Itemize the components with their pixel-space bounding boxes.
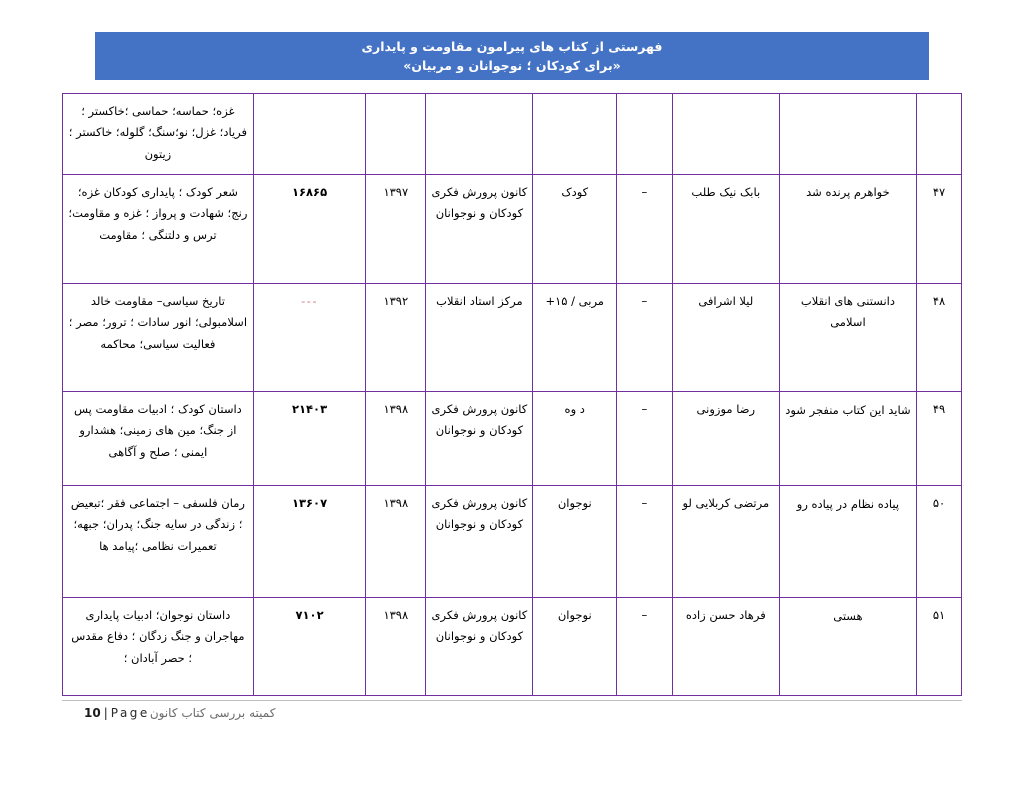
cell-year: ۱۳۹۸	[366, 392, 426, 486]
cell-book-title: خواهرم پرنده شد	[779, 175, 916, 284]
cell-code: ---	[253, 284, 366, 392]
table-row	[63, 598, 962, 696]
header-title-line-1: فهرستی از کتاب های پیرامون مقاومت و پایداری	[361, 38, 663, 54]
cell-book-title: هستی	[779, 598, 916, 696]
cell-book-title	[779, 94, 916, 175]
cell-publisher: کانون پرورش فکری کودکان و نوجوانان	[426, 486, 533, 598]
cell-year: ۱۳۹۸	[366, 486, 426, 598]
cell-author: رضا موزونی	[672, 392, 779, 486]
header-title-line-2: «برای کودکان ؛ نوجوانان و مربیان»	[403, 58, 621, 73]
cell-subjects: غزه؛ حماسه؛ حماسی ؛خاکستر ؛ فریاد؛ غزل؛ نو؛سنگ؛ گلوله؛ خاکستر ؛زیتون	[63, 94, 254, 175]
cell-audience: د وه	[533, 392, 617, 486]
book-table-container	[62, 93, 962, 696]
cell-year: ۱۳۹۸	[366, 598, 426, 696]
cell-author	[672, 94, 779, 175]
cell-code: ۱۳۶۰۷	[253, 486, 366, 598]
cell-book-title: دانستنی های انقلاب اسلامی	[779, 284, 916, 392]
cell-subjects: رمان فلسفی – اجتماعی فقر ؛تبعیض ؛ زندگی در سایه جنگ؛ پدران؛ جبهه؛ تعمیرات نظامی ؛پیامد ها	[63, 486, 254, 598]
cell-audience	[533, 94, 617, 175]
table-row	[63, 94, 962, 175]
footer-divider	[62, 700, 962, 701]
page-footer	[62, 700, 962, 730]
table-row	[63, 175, 962, 284]
cell-code: ۲۱۴۰۳	[253, 392, 366, 486]
cell-book-title: پیاده نظام در پیاده رو	[779, 486, 916, 598]
cell-translator: –	[617, 392, 673, 486]
cell-row-number: ۴۸	[917, 284, 962, 392]
cell-year	[366, 94, 426, 175]
cell-translator	[617, 94, 673, 175]
cell-year: ۱۳۹۲	[366, 284, 426, 392]
cell-audience: کودک	[533, 175, 617, 284]
table-row	[63, 392, 962, 486]
cell-author: فرهاد حسن زاده	[672, 598, 779, 696]
table-row	[63, 284, 962, 392]
footer-persian-note: کمیته بررسی کتاب کانون	[149, 706, 276, 720]
cell-author: بابک نیک طلب	[672, 175, 779, 284]
footer-page-number: 10	[84, 706, 101, 720]
cell-row-number: ۴۷	[917, 175, 962, 284]
cell-publisher: کانون پرورش فکری کودکان و نوجوانان	[426, 392, 533, 486]
cell-code	[253, 94, 366, 175]
cell-row-number: ۵۰	[917, 486, 962, 598]
cell-row-number: ۵۱	[917, 598, 962, 696]
cell-publisher: کانون پرورش فکری کودکان و نوجوانان	[426, 598, 533, 696]
cell-publisher: کانون پرورش فکری کودکان و نوجوانان	[426, 175, 533, 284]
table-row	[63, 486, 962, 598]
cell-subjects: داستان نوجوان؛ ادبیات پایداری مهاجران و جنگ زدگان ؛ دفاع مقدس ؛ حصر آبادان ؛	[63, 598, 254, 696]
cell-translator: –	[617, 486, 673, 598]
cell-book-title: شاید این کتاب منفجر شود	[779, 392, 916, 486]
cell-year: ۱۳۹۷	[366, 175, 426, 284]
cell-audience: نوجوان	[533, 486, 617, 598]
footer-separator: |	[103, 706, 108, 720]
cell-translator: –	[617, 598, 673, 696]
cell-audience: مربی / ۱۵+	[533, 284, 617, 392]
cell-publisher: مرکز استاد انقلاب	[426, 284, 533, 392]
cell-author: مرتضی کربلایی لو	[672, 486, 779, 598]
cell-row-number: ۴۹	[917, 392, 962, 486]
cell-code: ۱۶۸۶۵	[253, 175, 366, 284]
cell-subjects: شعر کودک ؛ پایداری کودکان غزه؛ رنج؛ شهادت و پرواز ؛ غزه و مقاومت؛ ترس و دلتنگی ؛ مقاومت	[63, 175, 254, 284]
cell-row-number	[917, 94, 962, 175]
book-table	[62, 93, 962, 696]
cell-translator: –	[617, 284, 673, 392]
cell-translator: –	[617, 175, 673, 284]
cell-code: ۷۱۰۲	[253, 598, 366, 696]
footer-page-label: Page	[110, 706, 150, 720]
cell-subjects: تاریخ سیاسی– مقاومت خالد اسلامبولی؛ انور سادات ؛ ترور؛ مصر ؛ فعالیت سیاسی؛ محاکمه	[63, 284, 254, 392]
cell-audience: نوجوان	[533, 598, 617, 696]
cell-publisher	[426, 94, 533, 175]
cell-author: لیلا اشرافی	[672, 284, 779, 392]
document-header-banner	[95, 32, 929, 80]
cell-subjects: داستان کودک ؛ ادبیات مقاومت پس از جنگ؛ مین های زمینی؛ هشدارو ایمنی ؛ صلح و آگاهی	[63, 392, 254, 486]
footer-content	[84, 706, 277, 720]
